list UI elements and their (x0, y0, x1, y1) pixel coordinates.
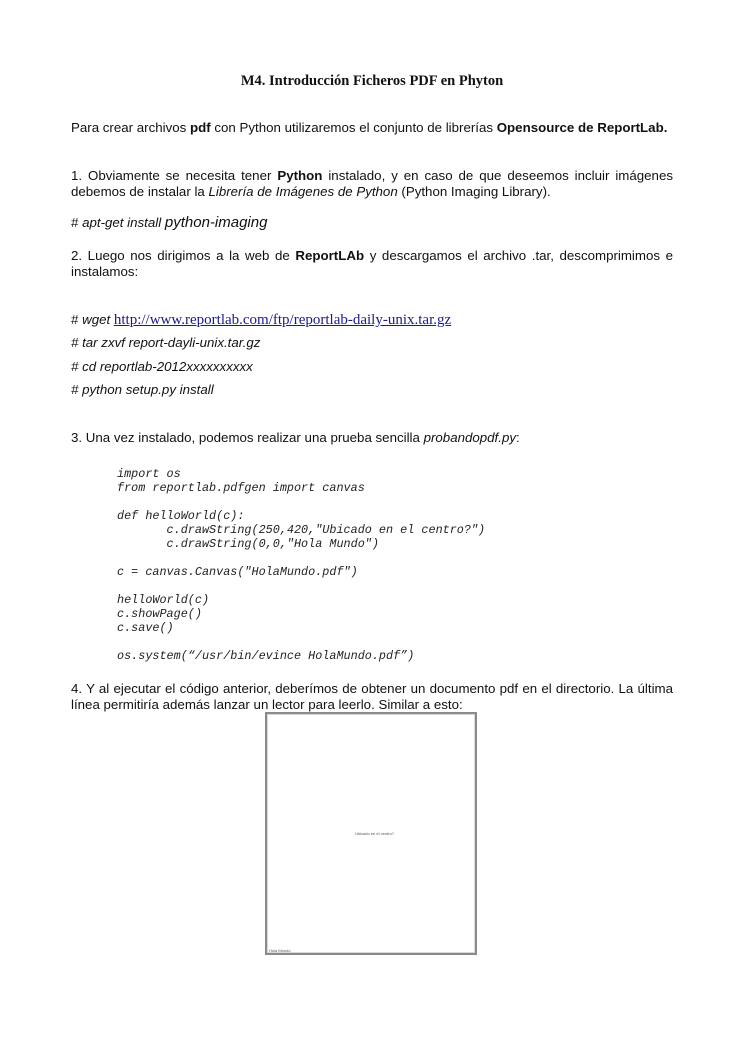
install-command-text: # python setup.py install (71, 382, 214, 397)
step1-text-2: instalado, y en caso de que deseemos incluir imágenes debemos de instalar la (71, 168, 673, 199)
tar-command (71, 335, 260, 351)
cd-command (71, 359, 253, 375)
wget-text: wget (82, 312, 114, 327)
step3-text-1: 3. Una vez instalado, podemos realizar una prueba sencilla (71, 430, 424, 445)
apt-get-command (71, 215, 267, 231)
install-command (71, 382, 214, 398)
step3-italic-filename: probandopdf.py (423, 430, 516, 445)
step1-paragraph (71, 168, 673, 200)
intro-bold-reportlab: Opensource de ReportLab. (496, 120, 668, 135)
cd-command-text: # cd reportlab-2012xxxxxxxxxx (71, 359, 253, 374)
apt-prefix: # (71, 215, 83, 230)
pdf-preview-image (265, 712, 477, 955)
step1-text-3: (Python Imaging Library). (397, 184, 551, 199)
apt-package-name: python-imaging (164, 214, 268, 231)
intro-paragraph (71, 120, 673, 136)
preview-corner-text: Hola Mundo (269, 948, 291, 953)
wget-prefix: # (71, 312, 83, 327)
page-title: M4. Introducción Ficheros PDF en Phyton (240, 73, 504, 89)
reportlab-download-link[interactable]: http://www.reportlab.com/ftp/reportlab-daily-unix.tar.gz (113, 312, 452, 328)
step3-text-2: : (516, 430, 520, 445)
intro-text-2: con Python utilizaremos el conjunto de librerías (210, 120, 497, 135)
step1-text-1: 1. Obviamente se necesita tener (71, 168, 278, 183)
step1-italic-library: Librería de Imágenes de Python (208, 184, 398, 199)
intro-bold-pdf: pdf (189, 120, 211, 135)
step2-text-2: y descargamos el archivo .tar, descomprimimos e instalamos: (71, 248, 673, 279)
step1-bold-python: Python (277, 168, 323, 183)
step2-paragraph (71, 248, 673, 280)
step3-paragraph (71, 430, 520, 446)
preview-center-text: Ubicado en el centro? (355, 831, 394, 836)
intro-text-1: Para crear archivos (71, 120, 190, 135)
python-code-block: import os from reportlab.pdfgen import canvas def helloWorld(c): c.drawString(250,420,"Ubicado en el centro?") c.drawString(0,0,"Hola Mundo") c = canvas.Canvas("HolaMundo.pdf") helloWorld(c) c.showPage() c.save() os.system(“/usr/bin/evince HolaMundo.pdf”) (117, 467, 486, 663)
wget-command (71, 312, 451, 328)
tar-command-text: # tar zxvf report-dayli-unix.tar.gz (71, 335, 261, 350)
step2-bold-reportlab: ReportLAb (295, 248, 365, 263)
step2-text-1: 2. Luego nos dirigimos a la web de (71, 248, 296, 263)
apt-cmd-text: apt-get install (82, 215, 165, 230)
step4-paragraph: 4. Y al ejecutar el código anterior, deberímos de obtener un documento pdf en el directorio. La última línea permitiría además lanzar un lector para leerlo. Similar a esto: (71, 681, 673, 712)
